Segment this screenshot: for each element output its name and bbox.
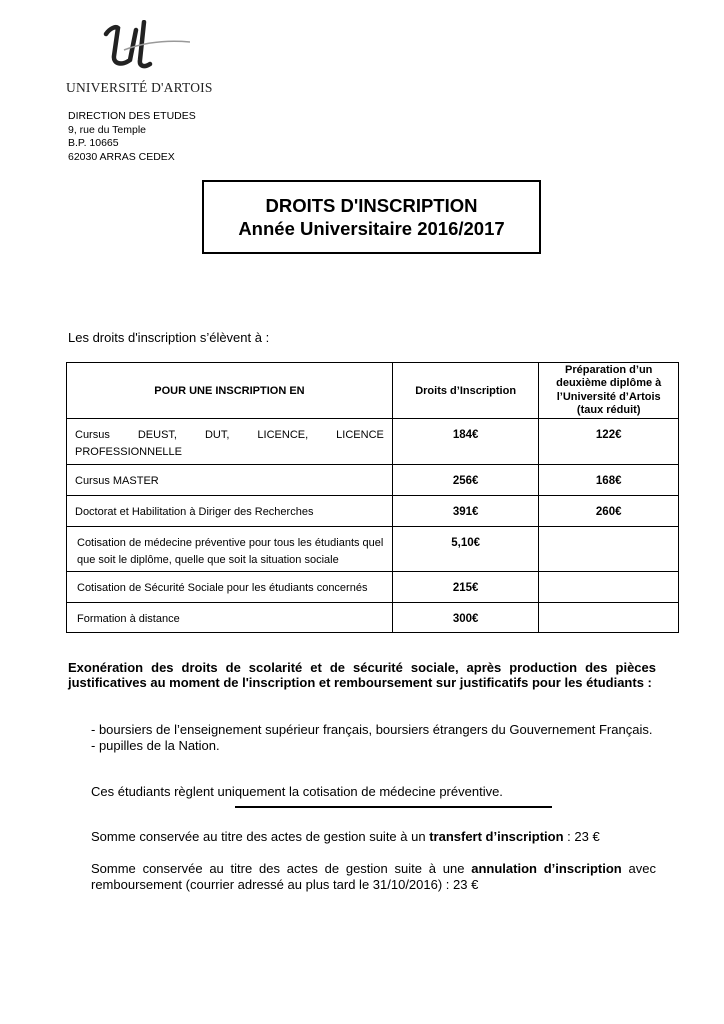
postal-address	[68, 110, 196, 164]
note-text: : 23 €	[563, 829, 600, 844]
row-fee: 215€	[392, 572, 539, 603]
beneficiary-item: - pupilles de la Nation.	[91, 738, 220, 753]
header-reduced-line: deuxième diplôme à	[556, 377, 662, 389]
row-label-line: que soit le diplôme, quelle que soit la situation sociale	[77, 554, 339, 566]
header-reduced	[539, 363, 679, 419]
row-fee: 5,10€	[392, 527, 539, 572]
row-reduced-fee: 168€	[539, 465, 679, 496]
row-reduced-fee: 122€	[539, 419, 679, 465]
header-reduced-line: Préparation d’un	[565, 363, 653, 376]
address-line: B.P. 10665	[68, 137, 119, 149]
row-fee: 391€	[392, 496, 539, 527]
row-reduced-fee: 260€	[539, 496, 679, 527]
note-text: Somme conservée au titre des actes de gestion suite à un	[91, 829, 430, 844]
address-line: 62030 ARRAS CEDEX	[68, 150, 175, 163]
row-reduced-fee	[539, 603, 679, 633]
intro-text: Les droits d'inscription s’élèvent à :	[68, 330, 270, 345]
note-emphasis: annulation d’inscription	[471, 861, 622, 876]
header-reduced-line: l’Université d’Artois	[556, 390, 661, 403]
medecine-note: Ces étudiants règlent uniquement la cotisation de médecine préventive.	[91, 784, 503, 799]
table-row	[67, 496, 679, 527]
header-fees: Droits d’Inscription	[392, 363, 539, 419]
university-name: UNIVERSITÉ D'ARTOIS	[66, 80, 213, 95]
row-label	[67, 419, 393, 465]
address-line: 9, rue du Temple	[68, 123, 147, 136]
note-emphasis: transfert d’inscription	[429, 829, 564, 844]
cancellation-fee-note	[91, 861, 656, 893]
exoneration-paragraph: Exonération des droits de scolarité et de sécurité sociale, après production des pièces justificatives au moment de l'inscription et remboursement sur justificatifs pour les étudiants :	[68, 660, 656, 690]
row-label	[67, 527, 393, 572]
fees-table	[66, 362, 679, 633]
table-row	[67, 465, 679, 496]
table-row	[67, 419, 679, 465]
transfer-fee-note	[91, 829, 600, 844]
row-fee: 256€	[392, 465, 539, 496]
beneficiary-item: - boursiers de l’enseignement supérieur français, boursiers étrangers du Gouvernement Français.	[91, 722, 653, 737]
table-header-row	[67, 363, 679, 419]
academic-year: Année Universitaire 2016/2017	[238, 218, 505, 239]
row-label: Cursus MASTER	[67, 465, 393, 496]
header-inscription: POUR UNE INSCRIPTION EN	[67, 363, 393, 419]
separator-line	[235, 806, 552, 808]
header-reduced-line: (taux réduit)	[576, 404, 641, 416]
document-title: DROITS D'INSCRIPTION	[265, 195, 478, 216]
table-row	[67, 527, 679, 572]
row-reduced-fee	[539, 572, 679, 603]
table-row	[67, 603, 679, 633]
row-label-line: PROFESSIONNELLE	[75, 446, 182, 458]
row-label: Doctorat et Habilitation à Diriger des Recherches	[67, 496, 393, 527]
university-logo	[66, 20, 216, 100]
address-line: DIRECTION DES ETUDES	[68, 110, 196, 122]
row-fee: 300€	[392, 603, 539, 633]
note-text: Somme conservée au titre des actes de gestion suite à une	[91, 861, 472, 876]
row-label-line: Cursus DEUST, DUT, LICENCE, LICENCE	[75, 429, 384, 441]
ul-monogram-icon	[100, 20, 190, 80]
table-row	[67, 572, 679, 603]
document-title-box	[202, 180, 541, 254]
row-label-line: Cotisation de médecine préventive pour tous les étudiants quel	[77, 537, 384, 549]
row-fee: 184€	[392, 419, 539, 465]
row-label: Formation à distance	[67, 603, 393, 633]
beneficiaries-list	[91, 722, 656, 754]
row-reduced-fee	[539, 527, 679, 572]
row-label: Cotisation de Sécurité Sociale pour les étudiants concernés	[67, 572, 393, 603]
note-text: avec remboursement (courrier adressé au plus tard le 31/10/2016) : 23 €	[91, 861, 656, 892]
